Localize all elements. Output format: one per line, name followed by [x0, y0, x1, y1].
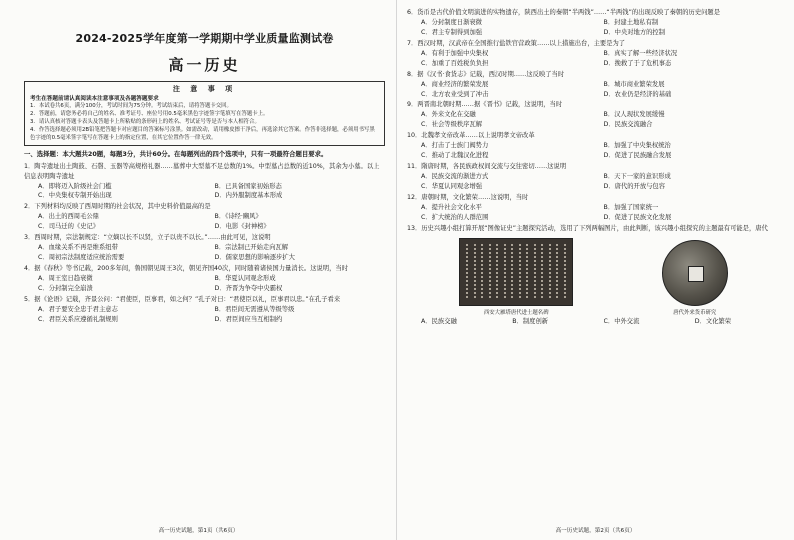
stele-text-column — [526, 244, 528, 300]
answer-options — [407, 18, 780, 38]
question-stem: 11．隋唐时期，各民族政权间交流与交往密切……这说明 — [407, 163, 567, 171]
stele-text-column — [511, 244, 513, 300]
question-stem: 3．西周时期，宗法制规定：“立嫡以长不以贤，立子以贵不以长。”……由此可见，这说明 — [24, 234, 271, 242]
answer-option: B．君臣间无需遵从等级等级 — [214, 305, 295, 313]
answer-options — [407, 49, 780, 69]
answer-option: A．周王室日趋衰微 — [38, 274, 93, 282]
figure-coin — [662, 240, 728, 316]
answer-option: D．内外服制度基本形成 — [214, 192, 283, 200]
answer-option: D．儒家思想的影响逐步扩大 — [214, 254, 295, 262]
answer-option: D．促进了民族文化发展 — [603, 213, 672, 221]
answer-option: D．挽救了于了危机事态 — [603, 59, 672, 67]
stele-text-column — [474, 244, 476, 300]
answer-option: A．分封制度日渐衰微 — [421, 18, 482, 26]
answer-option: C．扩大统治的人群范围 — [421, 213, 489, 221]
answer-option: D．齐晋为争夺中央霸权 — [214, 284, 283, 292]
answer-option: C．君主专制得到加强 — [421, 28, 483, 36]
answer-option: C．分封制完全崩溃 — [38, 284, 93, 292]
answer-option: A．血缘关系不再是维系纽带 — [38, 244, 118, 252]
answer-option: D．电影《封神榜》 — [214, 223, 270, 231]
question-item — [407, 8, 780, 38]
answer-option: D．农业仍是经济的基础 — [603, 90, 672, 98]
question-item — [407, 70, 780, 100]
question-item — [24, 264, 385, 294]
figure-stele — [459, 238, 573, 316]
answer-option: B．汉人现状发展缓慢 — [603, 111, 665, 119]
notice-item: 1．本试卷共6页，满分100分，考试时间为75分钟。考试结束后，请将答题卡交回。 — [30, 103, 232, 110]
answer-options — [407, 141, 780, 161]
stele-text-column — [466, 244, 468, 300]
figure-caption: 唐代外来货币研究 — [673, 309, 717, 316]
figure-row — [407, 238, 780, 316]
answer-options — [407, 110, 780, 130]
answer-option: A．打击了士族门阀势力 — [421, 142, 489, 150]
answer-option: B．天下一家的意识形成 — [603, 173, 671, 180]
answer-option: C．推动了北魏汉化进程 — [421, 152, 489, 160]
coin-image — [662, 240, 728, 306]
answer-option: C．华夏认同观念增强 — [421, 182, 483, 190]
answer-option: C．中央集权专制开始出现 — [38, 192, 112, 200]
answer-options — [407, 203, 780, 223]
question-stem: 1．陶寺遗址出土陶鼓、石磬、玉器等高规格礼器……墓葬中大型墓不足总数的1%。中型墓占总数的近10%，其余为小墓。以上信息表明陶寺遗址 — [24, 162, 380, 180]
notice-item: 4．作答选择题必须用2B铅笔把答题卡对应题目的答案标号涂黑。如需改动，请用橡皮擦干净后，再选涂其它答案。作答非选择题，必须用书写黑色字迹的0.5毫米签字笔写在答题卡上的指定位置，在其它位置作答一律无效。 — [30, 126, 375, 141]
answer-option: D．唐代的开放与包容 — [603, 182, 666, 190]
section-heading: 一、选择题：本大题共20题，每题3分，共计60分。在每题列出的四个选项中，只有一项最符合题目要求。 — [24, 150, 328, 159]
answer-options — [24, 212, 385, 232]
question-item — [407, 193, 780, 223]
stele-text-column — [481, 244, 483, 300]
question-stem: 6．货币是古代价值文明演进的实物遗存，陕西出土的秦朝“半两钱”……“半两钱”的出现反映了秦朝的历史问题是 — [407, 9, 721, 16]
stele-text-column — [541, 244, 543, 300]
stele-text-column — [496, 244, 498, 300]
answer-option: C．君臣关系应遵循礼制规则 — [38, 315, 118, 323]
page-footer-left: 高一历史试题，第1页（共6页） — [158, 528, 239, 534]
question-stem: 9．两晋南北朝时期……据《晋书》记载，这说明，当时 — [407, 101, 563, 109]
question-item — [407, 39, 780, 69]
answer-option: C．社会等级秩序瓦解 — [421, 121, 483, 129]
stele-text-column — [534, 244, 536, 300]
answer-option: B．加强了中央集权统治 — [603, 142, 671, 150]
answer-option: A．出土的西周毛公鼎 — [38, 213, 99, 221]
question-item — [407, 100, 780, 130]
stele-text-column — [556, 244, 558, 300]
answer-option: B．华夏认同观念形成 — [214, 274, 276, 282]
stele-text-column — [504, 244, 506, 300]
page-footer-right: 高一历史试题，第2页（共6页） — [555, 528, 636, 534]
answer-option: C．周初宗法制度适应统治需要 — [38, 254, 125, 262]
question-item — [407, 162, 780, 192]
question-item — [24, 295, 385, 325]
question-item — [24, 202, 385, 232]
stele-text-column — [549, 244, 551, 300]
stele-rubbing-image — [459, 238, 573, 306]
question-stem: 5．据《论语》记载，齐景公问：“君使臣，臣事君，如之何？”孔子对曰：“君使臣以礼，臣事君以忠。”在孔子看来 — [24, 295, 341, 303]
notice-subheading: 考生在答题前请认真阅读本注意事项及各题答题要求 — [30, 96, 159, 103]
stele-text-column — [489, 244, 491, 300]
question-item — [407, 131, 780, 161]
answer-options — [24, 182, 385, 202]
answer-option: D．民族交流融合 — [603, 121, 653, 129]
answer-option: C．北方农业受到了冲击 — [421, 90, 489, 98]
answer-option: D．促进了民族融合发展 — [603, 152, 672, 160]
answer-options — [24, 274, 385, 294]
question-item — [24, 162, 385, 202]
answer-option: B．已具备国家初始形态 — [214, 182, 282, 190]
question-stem: 2．下列材料均反映了西周时期的社会状况，其中史料价值最高的是 — [24, 203, 211, 211]
answer-option: A．民族交融 — [421, 317, 457, 325]
answer-options — [24, 243, 385, 263]
question-stem: 7．西汉时期，汉武帝在全国推行盐铁官营政策……以上措施出台，主要是为了 — [407, 39, 626, 47]
question-stem: 10．北魏孝文帝改革……以上说明孝文帝改革 — [407, 132, 535, 140]
answer-option: A．即将迈入阶级社会门槛 — [38, 182, 112, 190]
question-stem: 4．据《春秋》等书记载，200多年间，鲁国朝见周王3次，朝见齐国40次，同时随着诸侯国力量消长。这说明，当时 — [24, 265, 348, 273]
answer-option: D．中央对地方的控制 — [603, 28, 666, 36]
answer-option: A．君子要安全忠于君主意志 — [38, 305, 118, 313]
answer-options — [407, 172, 780, 192]
answer-option: B．真实了解一些经济状况 — [603, 49, 678, 57]
question-stem: 13．历史兴趣小组打算开展“图像证史”主题探究活动，选用了下列两幅图片，由此判断，该兴趣小组探究的主题最有可能是，唐代 — [407, 224, 768, 232]
notice-box — [24, 81, 385, 146]
answer-options — [407, 80, 780, 100]
subject-title: 高一历史 — [168, 56, 241, 74]
answer-option: B．制度创新 — [512, 317, 549, 325]
answer-option: B．封建土地私有制 — [603, 18, 659, 26]
answer-option: C．司马迁的《史记》 — [38, 223, 100, 231]
answer-option: C．加重了百姓税负负担 — [421, 59, 489, 67]
answer-option: B．《诗经·豳风》 — [214, 213, 262, 221]
question-list-right — [407, 8, 780, 234]
answer-option: A．有利于加强中央集权 — [421, 49, 489, 57]
answer-option: B．城市商业繁荣发展 — [603, 80, 665, 88]
answer-option: A．外来文化在交融 — [421, 111, 476, 119]
exam-title: 2024-2025学年度第一学期期中学业质量监测试卷 — [75, 32, 334, 45]
figure-caption: 西安大雁塔唐代进士题名碑 — [483, 309, 549, 316]
answer-option: D．文化繁荣 — [694, 317, 732, 325]
answer-option: B．宗法制已开始走向瓦解 — [214, 244, 289, 252]
stele-text-column — [564, 244, 566, 300]
answer-option: A．商业经济的繁荣发展 — [421, 80, 489, 88]
notice-item: 3．请认真核对答题卡表头及答题卡上所粘贴的条形码上的姓名、考试证号等是否与本人相符合。 — [30, 118, 260, 125]
question-stem: 12．唐朝时期，文化繁荣……这说明，当时 — [407, 193, 529, 201]
notice-item: 2．答题前，请您务必将自己的姓名、准考证号、座位号用0.5毫米黑色字迹签字笔填写在答题卡上。 — [30, 111, 269, 118]
answer-options — [24, 305, 385, 325]
notice-heading: 注 意 事 项 — [172, 85, 237, 93]
answer-options — [407, 317, 780, 327]
answer-option: C．中外交流 — [603, 317, 640, 325]
question-item — [24, 233, 385, 263]
question-stem: 8．据《汉书·食货志》记载，西汉时期……这反映了当时 — [407, 70, 565, 78]
page-right — [397, 0, 794, 540]
question-13-options — [407, 317, 780, 327]
question-item — [407, 224, 780, 234]
answer-option: A．提升社会文化水平 — [421, 203, 482, 211]
question-list-left — [24, 162, 385, 325]
answer-option: B．加强了国家统一 — [603, 203, 659, 211]
answer-option: D．君臣间应当互相制约 — [214, 315, 283, 323]
answer-option: A．民族交流的渐进方式 — [421, 173, 489, 180]
stele-text-column — [519, 244, 521, 300]
